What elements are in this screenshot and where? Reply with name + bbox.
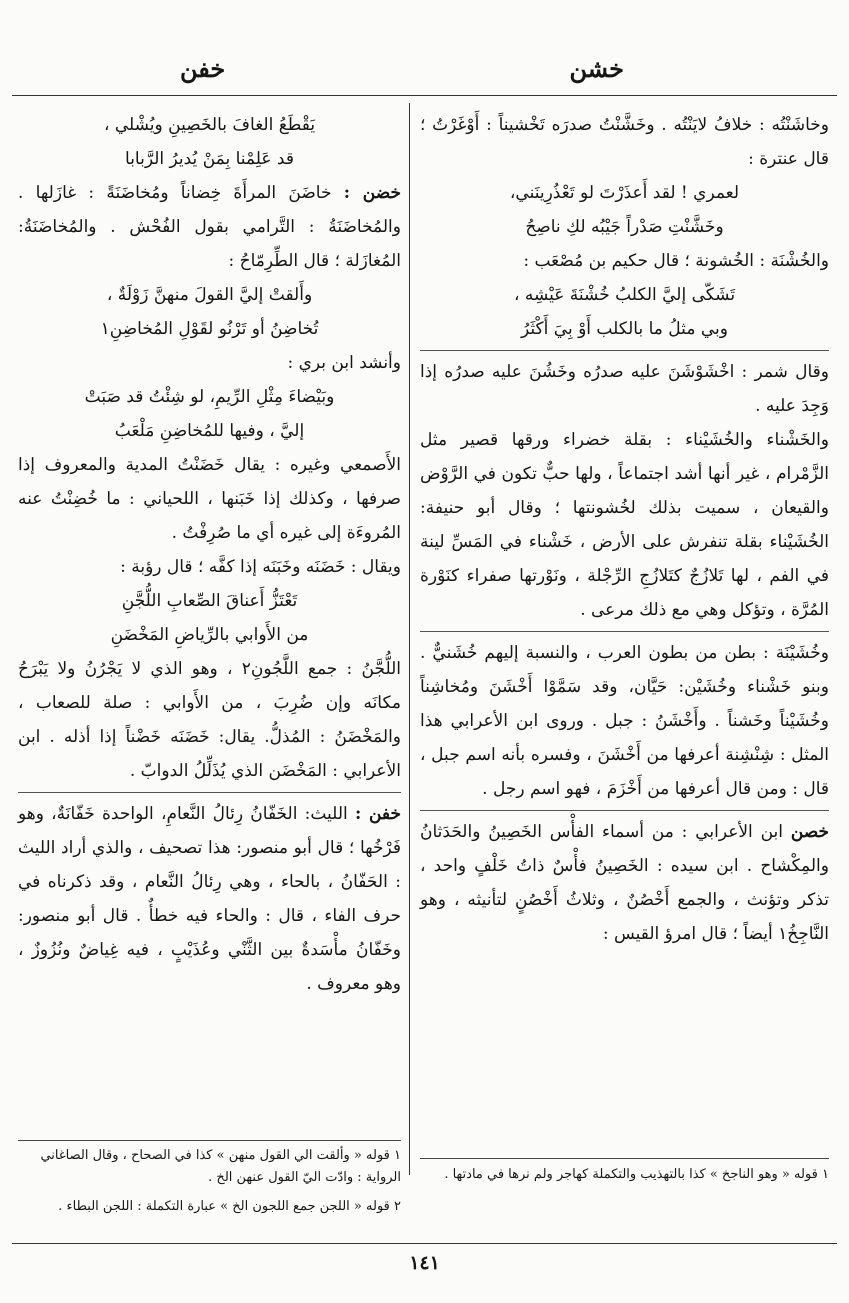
paragraph: ويقال : خَضَنَه وخَبَنَه إذا كفَّه ؛ قال رؤبة : [120, 557, 401, 577]
verse-line: من الأَوابي بالرِّياضِ المَخْضَنِ [110, 625, 309, 645]
footnote-left-2: ٢ قوله « اللجن جمع اللجون الخ » عبارة التكملة : اللجن البطاء . [58, 1199, 401, 1214]
running-head-right: خشن [569, 54, 624, 83]
verse-line: إليَّ ، وفيها للمُخاضِنِ مَلْعَبُ [114, 421, 305, 441]
paragraph: وخُشَيْنَة : بطن من بطون العرب ، والنسبة إليهم خُشَنيٌّ . وبنو خَشْناء وخُشَيْن: حَيَّان، وقد سَمَّوْا أَخْشَنَ ومُخاشِناً وخُشَيْناً وخَشناً . وأَخْشَنُ : جبل . وروى ابن الأعرابي هذا المثل : شِنْشِنة أعرفها من أَخْشَنَ ، وفسره بأنه اسم جبل ، قال : ومن قال أعرفها من أَخْزَمَ ، فهو اسم رجل . [420, 643, 829, 799]
paragraph: الأَصمعي وغيره : يقال خَضَنْتُ المدية والمعروف إذا صرفها ، وكذلك إذا خَبَنها ، اللحياني : ما خُضِنْتُ عنه المُروءَة إلى غيره أي ما صُرِفْتُ . [18, 455, 401, 543]
headword: خضن : [343, 183, 401, 203]
column-divider [409, 103, 410, 1175]
header-rule [12, 95, 837, 96]
verse-line: وبي مثلُ ما بالكلب أَوْ بِيَ أَكْثَرُ [521, 319, 728, 339]
verse-line: تَعْتَزُّ أَعناقَ الصِّعابِ اللُّجَّنِ [121, 591, 298, 611]
entry-khdn [18, 176, 401, 278]
entry-separator [18, 792, 401, 793]
paragraph: اللُّجَّنُ : جمع اللَّجُونِ٢ ، وهو الذي لا يَجْرُنُ ولا يَبْرَحُ مكانَه وإن ضُرِبَ ، من الأَوابي : صلة للصعاب ، والمَخْضَنُ : المُذلُّ. يقال: خَضَنَه خَضْناً إذا أذله . ابن الأعرابي : المَخْضَن الذي يُذَلِّلُ الدوابّ . [18, 659, 401, 781]
entry-khfn [18, 797, 401, 1001]
verse-line: وأَلقتْ إليَّ القولَ منهنَّ زَوْلَةٌ ، [106, 285, 313, 305]
verse-line: تَشَكّى إليَّ الكلبُ خُشْنَةَ عَيْشِه ، [513, 285, 736, 305]
running-head-left: خفن [180, 54, 226, 83]
page-number: ١٤١ [409, 1252, 440, 1274]
footnote-right: ١ قوله « وهو الناجخ » كذا بالتهذيب والتكملة كهاجر ولم نرها في مادتها . [444, 1167, 829, 1182]
footnote-rule-right [420, 1158, 829, 1159]
paragraph: والخَشْناء والخُشَيْناء : بقلة خضراء ورقها قصير مثل الزَّمْرام ، غير أنها أشد اجتماعاً ، ولها حبٌّ تكون في الرَّوْض والقيعان ، سميت بذلك لخُشونتها ؛ وقال أبو حنيفة: الخُشَيْناء بقلة تنفرش على الأرض ، خَشْناء في المَسِّ لينة في الفم ، لها تَلازُجٌ كتَلازُجِ الرِّجْلة ، ونَوْرتها صفراء كنَوْرة المُرَّة ، وتؤكل وهي مع ذلك مرعى . [420, 430, 829, 620]
paragraph: وأنشد ابن بري : [287, 353, 401, 373]
left-column [18, 108, 401, 1001]
verse-line: وخَشَّنْتِ صَدْراً جَيْبُه لكِ ناصِحُ [525, 217, 724, 237]
entry-text: خاضَنَ المرأَةَ خِضاناً ومُخاضَنَةً : غازَلها . والمُخاضَنَةُ : التَّرامي بقول الفُحْش . والمُخاضَنَةُ: المُغازَلة ؛ قال الطِّرِمّاحُ : [18, 183, 401, 271]
verse-line: يَقْطَعُ الغافَ بالخَصِينِ ويُشْلي ، [103, 115, 316, 135]
entry-separator [420, 631, 829, 632]
entry-separator [420, 350, 829, 351]
footnote-left-1: ١ قوله « وألقت الي القول منهن » كذا في الصحاح ، وقال الصاغاني الرواية : وادّت اليّ القول عنهن الخ . [40, 1148, 401, 1185]
verse-line: وبَيْضاءَ مِثْلِ الرِّيمِ، لو شِئْتُ قد صَبَتْ [84, 387, 335, 407]
entry-khsn [420, 815, 829, 951]
right-column [420, 108, 829, 951]
paragraph: والخُشْنَة : الخُشونة ؛ قال حكيم بن مُصْعَب : [523, 251, 829, 271]
footer-rule [12, 1243, 837, 1244]
headword: خصن [790, 822, 830, 842]
entry-text: ابن الأعرابي : من أسماء الفأْس الخَصِينُ والحَدَثانُ والمِكْشاح . ابن سيده : الخَصِينُ فأْسٌ ذاتُ خَلْفٍ واحد ، تذكر وتؤنث ، والجمع أَخْصُنٌ ، وثلاثُ أَخْصُنٍ لتأنيثه ، وهو النَّاجِخُ١ أيضاً ؛ قال امرؤ القيس : [420, 822, 829, 944]
verse-line: لعمري ! لقد أَعذَرْتَ لو تَعْذُرِينَني، [509, 183, 740, 203]
entry-separator [420, 810, 829, 811]
headword: خفن : [354, 804, 401, 824]
paragraph: وقال شمر : اخْشَوْشَنَ عليه صدرُه وخَشُنَ عليه صدرُه إذا وَجِدَ عليه . [420, 362, 829, 416]
verse-line: قد عَلِمْنا بِمَنْ يُديرُ الرَّبابا [125, 149, 294, 169]
paragraph: وخاشَنْتُه : خلافُ لايَنْتُه . وخَشَّنْتُ صدرَه تَخْشيناً : أَوْغَرْتُ ؛ قال عنترة : [420, 115, 829, 169]
entry-text: الليث: الخَفّانُ رِئالُ النَّعامِ، الواحدة خَفّانَةٌ، وهو فَرْخُها ؛ قال أبو منصور: هذا تصحيف ، والذي أراد الليث : الحَفّانُ ، بالحاء ، وهي رِئالُ النَّعام ، وقد ذكرناه في حرف الفاء ، قال : والحاء فيه خطأٌ . قال أبو منصور: وخَفّانُ مأْسَدةٌ بين الثَّنْي وعُذَيْبٍ ، فيه غِياضٌ ونُزُوزٌ ، وهو معروف . [18, 804, 401, 994]
footnote-rule-left [18, 1140, 401, 1141]
verse-line: تُخاضِنُ أو تَرْنُو لقَوْلِ المُخاضِنِ١ [100, 319, 319, 339]
